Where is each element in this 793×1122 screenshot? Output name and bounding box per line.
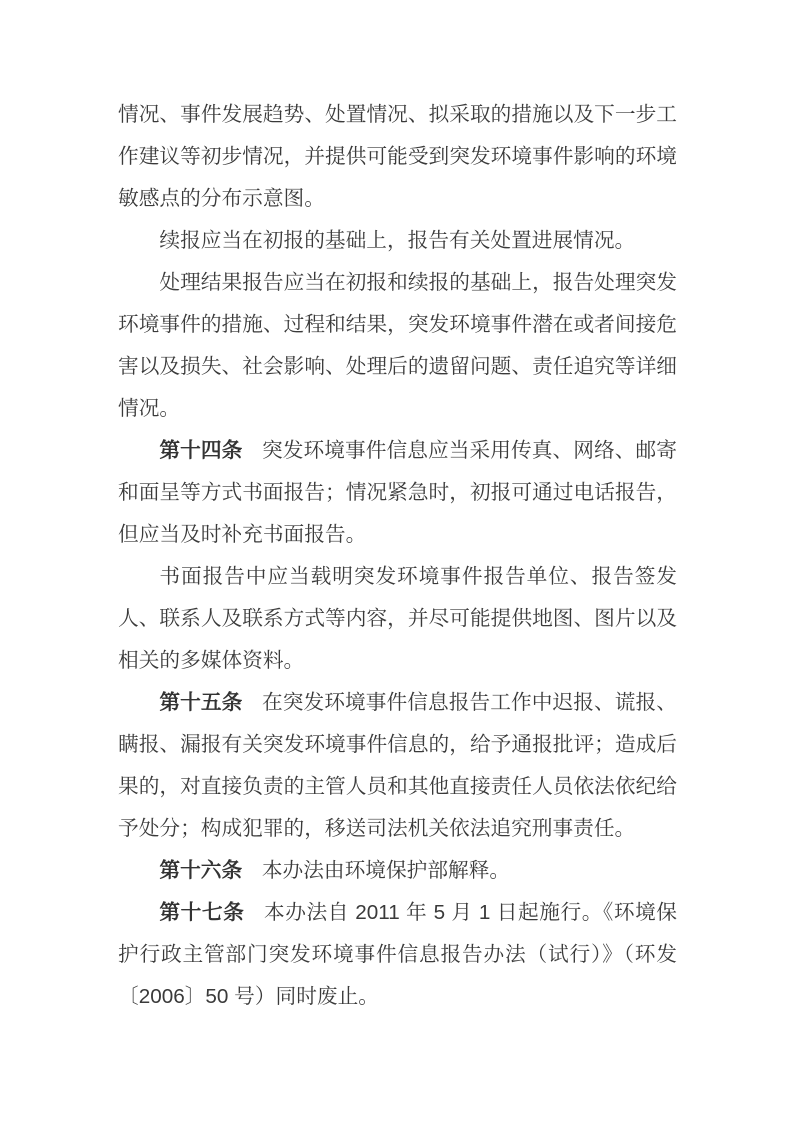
paragraph-text: 书面报告中应当载明突发环境事件报告单位、报告签发人、联系人及联系方式等内容，并尽可能提供地图、图片以及相关的多媒体资料。 <box>118 565 677 672</box>
paragraph-text: 处理结果报告应当在初报和续报的基础上，报告处理突发环境事件的措施、过程和结果，突发环境事件潜在或者间接危害以及损失、社会影响、处理后的遗留问题、责任追究等详细情况。 <box>118 271 677 420</box>
paragraph-text: 情况、事件发展趋势、处置情况、拟采取的措施以及下一步工作建议等初步情况，并提供可能受到突发环境事件影响的环境敏感点的分布示意图。 <box>118 103 677 210</box>
paragraph <box>118 850 677 892</box>
paragraph-text: 本办法自 2011 年 5 月 1 日起施行。《环境保护行政主管部门突发环境事件信息报告办法（试行）》（环发〔2006〕50 号）同时废止。 <box>118 901 677 1008</box>
paragraph <box>118 262 677 430</box>
article-number: 第十五条 <box>159 691 243 714</box>
article-number: 第十六条 <box>159 859 243 882</box>
paragraph <box>118 430 677 556</box>
article-number: 第十七条 <box>159 901 245 924</box>
paragraph-text: 续报应当在初报的基础上，报告有关处置进展情况。 <box>159 229 636 252</box>
paragraph <box>118 682 677 850</box>
article-number: 第十四条 <box>159 439 243 462</box>
paragraph <box>118 556 677 682</box>
paragraph-text: 本办法由环境保护部解释。 <box>261 859 511 882</box>
document-body <box>118 94 677 1018</box>
paragraph-text: 在突发环境事件信息报告工作中迟报、谎报、瞒报、漏报有关突发环境事件信息的，给予通报批评；造成后果的，对直接负责的主管人员和其他直接责任人员依法依纪给予处分；构成犯罪的，移送司法机关依法追究刑事责任。 <box>118 691 677 840</box>
paragraph <box>118 220 677 262</box>
paragraph-text: 突发环境事件信息应当采用传真、网络、邮寄和面呈等方式书面报告；情况紧急时，初报可通过电话报告，但应当及时补充书面报告。 <box>118 439 677 546</box>
paragraph <box>118 892 677 1018</box>
paragraph <box>118 94 677 220</box>
